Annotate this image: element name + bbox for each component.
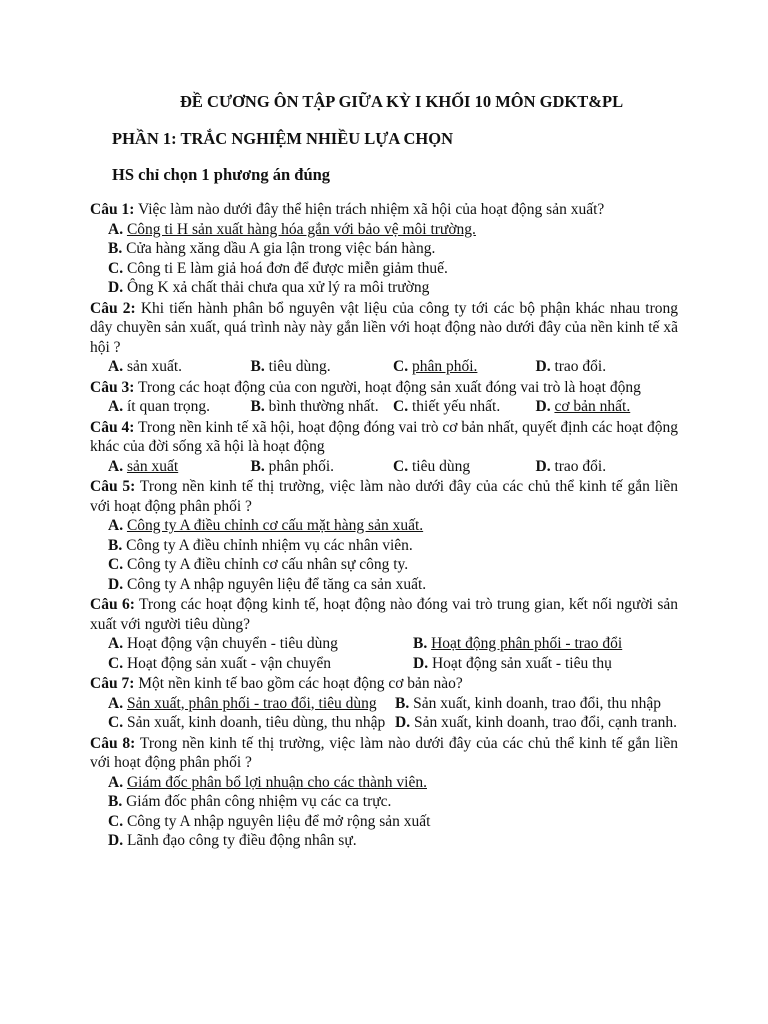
option-text: phân phối. — [264, 457, 335, 475]
question-text: Trong các hoạt động kinh tế, hoạt động nào đóng vai trò trung gian, kết nối người sản xuất với người tiêu dùng? — [90, 596, 678, 633]
option-label: C. — [108, 714, 124, 731]
question-stem — [90, 477, 678, 516]
option-c — [90, 555, 678, 575]
option-text: sản xuất — [126, 457, 179, 475]
question-label: Câu 1: — [90, 201, 135, 218]
options-row — [90, 654, 678, 674]
part-heading: PHẦN 1: TRẮC NGHIỆM NHIỀU LỰA CHỌN — [112, 129, 454, 148]
options-row — [90, 713, 678, 733]
question-stem — [90, 378, 678, 398]
option-b — [90, 536, 678, 556]
option-label: D. — [108, 832, 124, 849]
option-c — [90, 812, 678, 832]
options-row — [90, 457, 678, 477]
option-text: Công ti E làm giả hoá đơn để được miễn giảm thuế. — [123, 259, 448, 277]
question-text: Một nền kinh tế bao gồm các hoạt động cơ bản nào? — [134, 675, 463, 692]
question-stem — [90, 674, 678, 694]
option-label: C. — [393, 457, 409, 475]
question-stem — [90, 418, 678, 457]
instruction: HS chỉ chọn 1 phương án đúng — [112, 165, 331, 184]
option-label: D. — [108, 279, 124, 296]
option-text: Công ti H sản xuất hàng hóa gắn với bảo vệ môi trường. — [126, 220, 476, 238]
option-label: B. — [413, 635, 428, 652]
option-a — [108, 694, 395, 714]
option-d — [90, 831, 678, 851]
option-label: C. — [108, 556, 124, 573]
option-text: Công ty A nhập nguyên liệu để mở rộng sản xuất — [123, 812, 431, 830]
option-label: C. — [393, 398, 409, 415]
question-text: Trong nền kinh tế xã hội, hoạt động đóng vai trò cơ bản nhất, quyết định các hoạt động khác của đời sống xã hội là hoạt động — [90, 418, 678, 455]
option-text: tiêu dùng. — [264, 358, 331, 375]
option-a — [90, 773, 678, 793]
option-text: phân phối. — [411, 358, 478, 375]
option-text: Sản xuất, kinh doanh, trao đổi, thu nhập — [409, 694, 662, 712]
option-d — [413, 654, 612, 674]
option-c — [393, 397, 536, 417]
option-label: B. — [250, 457, 265, 475]
option-label: B. — [108, 240, 123, 257]
option-text: Hoạt động sản xuất - tiêu thụ — [428, 654, 612, 672]
option-text: Giám đốc phân công nhiệm vụ các ca trực. — [122, 793, 392, 810]
option-text: Giám đốc phân bổ lợi nhuận cho các thành viên. — [126, 773, 427, 791]
option-b — [251, 357, 394, 377]
question-text: Trong nền kinh tế thị trường, việc làm nào dưới đây của các chủ thể kinh tế gắn liền với hoạt động phân phối ? — [90, 478, 678, 515]
option-text: Cửa hàng xăng dầu A gia lận trong việc bán hàng. — [122, 240, 436, 257]
option-label: A. — [108, 694, 124, 712]
option-label: A. — [108, 358, 124, 375]
question-text: Trong các hoạt động của con người, hoạt động sản xuất đóng vai trò là hoạt động — [134, 378, 641, 396]
option-text: bình thường nhất. — [264, 398, 379, 415]
question-label: Câu 5: — [90, 478, 136, 495]
question-4 — [90, 418, 678, 477]
option-label: D. — [108, 575, 124, 593]
option-label: A. — [108, 220, 124, 238]
option-text: Ông K xả chất thải chưa qua xử lý ra môi trường — [123, 279, 430, 296]
option-text: Công ty A điều chỉnh cơ cấu nhân sự công ty. — [123, 556, 409, 573]
option-b — [90, 792, 678, 812]
option-c — [90, 259, 678, 279]
option-label: C. — [108, 259, 124, 277]
question-label: Câu 7: — [90, 675, 135, 692]
document-title: ĐỀ CƯƠNG ÔN TẬP GIỮA KỲ I KHỐI 10 MÔN GDKT&PL — [180, 92, 624, 111]
options-row — [90, 397, 678, 417]
question-2 — [90, 299, 678, 377]
option-text: trao đổi. — [550, 358, 607, 375]
question-5 — [90, 477, 678, 594]
option-text: trao đổi. — [550, 457, 607, 475]
option-a — [108, 457, 251, 477]
option-label: A. — [108, 457, 124, 475]
option-a — [90, 516, 678, 536]
question-label: Câu 2: — [90, 299, 136, 317]
question-stem — [90, 299, 678, 358]
option-text: Hoạt động vận chuyển - tiêu dùng — [123, 635, 338, 652]
option-d — [395, 714, 677, 731]
option-b — [90, 239, 678, 259]
question-label: Câu 6: — [90, 596, 135, 613]
option-d — [536, 397, 679, 417]
option-label: D. — [413, 654, 429, 672]
option-text: cơ bản nhất. — [554, 398, 631, 415]
options-row — [90, 634, 678, 654]
option-label: A. — [108, 398, 124, 415]
option-text: Hoạt động phân phối - trao đổi — [431, 635, 623, 652]
option-a — [108, 357, 251, 377]
option-text: Công ty A nhập nguyên liệu để tăng ca sản xuất. — [123, 575, 427, 593]
option-a — [108, 397, 251, 417]
option-label: A. — [108, 517, 124, 534]
option-b — [413, 634, 622, 654]
option-label: B. — [250, 358, 265, 375]
option-c — [393, 457, 536, 477]
options-row — [90, 694, 678, 714]
question-list — [90, 200, 678, 852]
question-stem — [90, 595, 678, 634]
option-text: Sản xuất, kinh doanh, trao đổi, cạnh tranh. — [410, 714, 677, 731]
option-label: B. — [108, 536, 123, 554]
option-text: Sản xuất, kinh doanh, tiêu dùng, thu nhập — [123, 714, 386, 731]
option-text: sản xuất. — [123, 358, 183, 375]
option-label: B. — [108, 793, 123, 810]
option-c — [393, 357, 536, 377]
question-3 — [90, 378, 678, 417]
option-d — [536, 457, 679, 477]
option-label: D. — [535, 457, 551, 475]
option-label: C. — [108, 654, 124, 672]
option-a — [90, 220, 678, 240]
question-8 — [90, 734, 678, 851]
question-text: Việc làm nào dưới đây thể hiện trách nhiệm xã hội của hoạt động sản xuất? — [134, 201, 605, 218]
option-b — [251, 397, 394, 417]
option-b — [251, 457, 394, 477]
option-text: ít quan trọng. — [123, 398, 211, 415]
option-c — [108, 713, 395, 733]
option-label: C. — [108, 812, 124, 830]
question-6 — [90, 595, 678, 673]
question-text: Khi tiến hành phân bổ nguyên vật liệu của công ty tới các bộ phận khác nhau trong dây chuyền sản xuất, quá trình này này gắn liền với hoạt động nào dưới đây của nền kinh tế xã hội ? — [90, 299, 678, 356]
option-d — [90, 575, 678, 595]
question-label: Câu 8: — [90, 734, 136, 752]
option-label: D. — [535, 398, 551, 415]
option-text: Lãnh đạo công ty điều động nhân sự. — [123, 832, 357, 849]
option-label: C. — [393, 358, 409, 375]
option-text: Sản xuất, phân phối - trao đổi, tiêu dùng — [126, 694, 377, 712]
option-label: B. — [250, 398, 265, 415]
option-c — [108, 654, 413, 674]
option-label: D. — [395, 714, 411, 731]
question-7 — [90, 674, 678, 733]
question-1 — [90, 200, 678, 298]
option-label: B. — [395, 694, 410, 712]
option-d — [536, 357, 679, 377]
question-stem — [90, 734, 678, 773]
option-text: thiết yếu nhất. — [408, 398, 501, 415]
option-label: A. — [108, 635, 124, 652]
question-text: Trong nền kinh tế thị trường, việc làm nào dưới đây của các chủ thể kinh tế gắn liền với hoạt động phân phối ? — [90, 734, 678, 771]
option-text: Công ty A điều chỉnh nhiệm vụ các nhân viên. — [122, 536, 413, 554]
options-row — [90, 357, 678, 377]
question-label: Câu 4: — [90, 418, 135, 436]
option-text: Công ty A điều chỉnh cơ cấu mặt hàng sản xuất. — [126, 517, 424, 534]
question-label: Câu 3: — [90, 378, 135, 396]
option-b — [395, 695, 661, 712]
option-a — [108, 634, 413, 654]
option-d — [90, 278, 678, 298]
option-label: A. — [108, 773, 124, 791]
option-text: Hoạt động sản xuất - vận chuyển — [123, 654, 331, 672]
option-text: tiêu dùng — [408, 457, 471, 475]
option-label: D. — [535, 358, 551, 375]
question-stem — [90, 200, 678, 220]
